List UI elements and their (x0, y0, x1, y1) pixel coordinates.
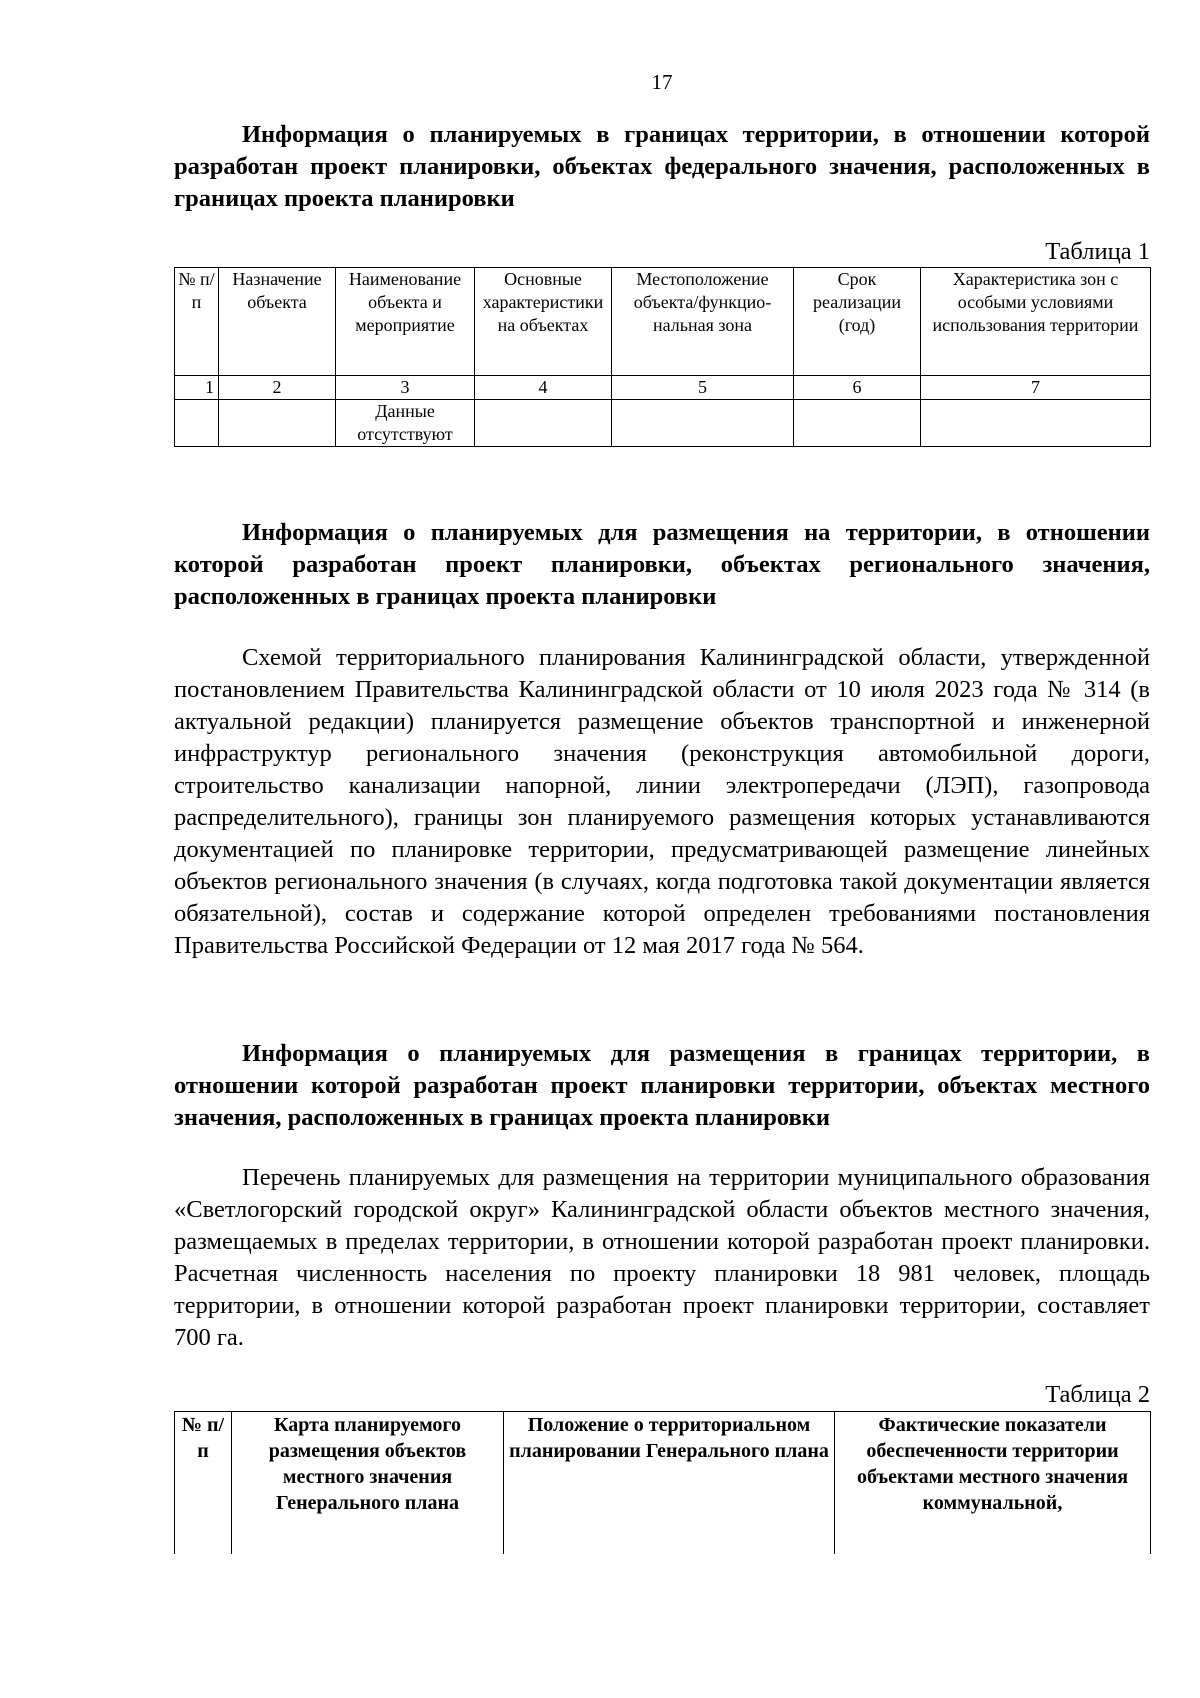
table1-cell (175, 400, 219, 447)
table1-header: № п/п (175, 268, 219, 376)
table1-column-number: 7 (921, 376, 1151, 400)
section1-heading: Информация о планируемых в границах территории, в отношении которой разработан проект планировки, объектах федерального значения, расположенных в границах проекта планировки (174, 121, 1150, 212)
section2-paragraph: Схемой территориального планирования Калининградской области, утвержденной постановлением Правительства Калининградской области от 10 июля 2023 года № 314 (в актуальной редакции) планируется размещение объектов транспортной и инженерной инфраструктур регионального значения (реконструкция автомобильной дороги, строительство канализации напорной, линии электропередачи (ЛЭП), газопровода распределительного), границы зон планируемого размещения которых устанавливаются документацией по планировке территории, предусматривающей размещение линейных объектов регионального значения (в случаях, когда подготовка такой документации является обязательной), состав и содержание которой определен требованиями постановления Правительства Российской Федерации от 12 мая 2017 года № 564. (174, 644, 1150, 959)
table1-cell (475, 400, 612, 447)
table2-label: Таблица 2 (1045, 1381, 1150, 1408)
section3-heading: Информация о планируемых для размещения в границах территории, в отношении которой разработан проект планировки территории, объектах местного значения, расположенных в границах проекта планировки (174, 1040, 1150, 1131)
table1-header: Наименование объекта и мероприятие (336, 268, 475, 376)
table1-cell: Данные отсутствуют (336, 400, 475, 447)
section2-heading: Информация о планируемых для размещения на территории, в отношении которой разработан проект планировки, объектах регионального значения, расположенных в границах проекта планировки (174, 519, 1150, 610)
table1-cell (219, 400, 336, 447)
table1-column-number: 1 (175, 376, 219, 400)
table1-column-number: 5 (612, 376, 794, 400)
table2-header: Фактические показатели обеспеченности территории объектами местного значения коммунальной, (835, 1412, 1151, 1554)
table1-column-number: 3 (336, 376, 475, 400)
table1-cell (921, 400, 1151, 447)
table2-header: Положение о территориальном планировании Генерального плана (504, 1412, 835, 1554)
table1-column-number: 4 (475, 376, 612, 400)
table1-header: Назначение объекта (219, 268, 336, 376)
section3-paragraph: Перечень планируемых для размещения на территории муниципального образования «Светлогорский городской округ» Калининградской области объектов местного значения, размещаемых в пределах территории, в отношении которой разработан проект планировки. Расчетная численность населения по проекту планировки 18 981 человек, площадь территории, в отношении которой разработан проект планировки территории, составляет 700 га. (174, 1164, 1150, 1351)
table2-header: № п/п (175, 1412, 232, 1554)
table1-label: Таблица 1 (1045, 238, 1150, 265)
table-row (175, 400, 1151, 447)
table1-cell (794, 400, 921, 447)
page-number: 17 (651, 70, 673, 94)
table1-column-number-row (175, 376, 1151, 400)
table1 (174, 267, 1151, 447)
table2-header: Карта планируемого размещения объектов местного значения Генерального плана (232, 1412, 504, 1554)
table1-header: Характеристика зон с особыми условиями использования территории (921, 268, 1151, 376)
table1-header-row (175, 268, 1151, 376)
table1-cell (612, 400, 794, 447)
table1-header: Местоположение объекта/функцио-нальная зона (612, 268, 794, 376)
table2 (174, 1411, 1151, 1554)
table2-header-row (175, 1412, 1151, 1554)
table1-header: Основные характеристики на объектах (475, 268, 612, 376)
table1-column-number: 2 (219, 376, 336, 400)
table1-header: Срок реализации (год) (794, 268, 921, 376)
table1-column-number: 6 (794, 376, 921, 400)
